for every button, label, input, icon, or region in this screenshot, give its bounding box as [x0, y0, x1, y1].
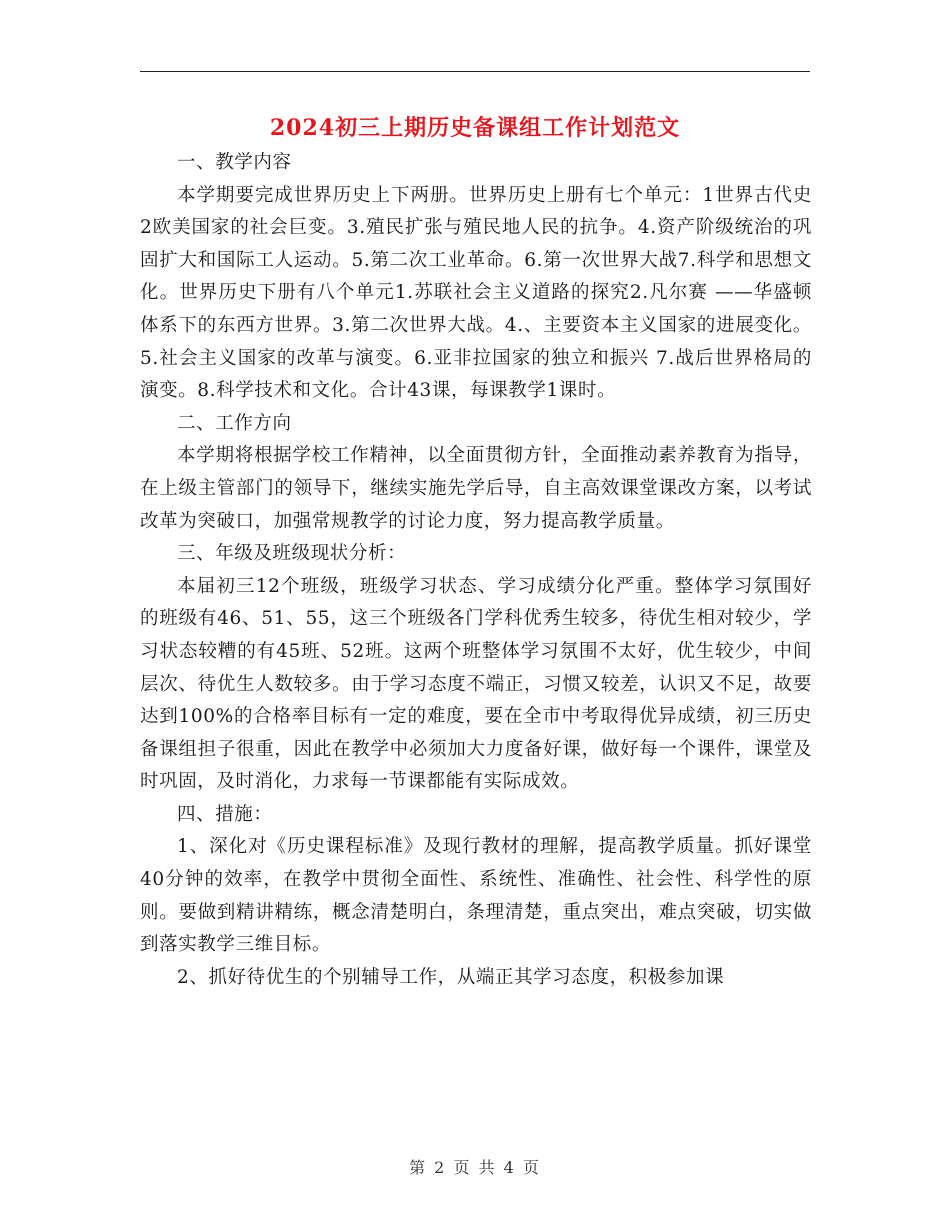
section-heading-work-direction: 二、工作方向: [177, 412, 292, 434]
paragraph-teaching-content: 本学期要完成世界历史上下两册。世界历史上册有七个单元：1世界古代史2欧美国家的社会巨变。3.殖民扩张与殖民地人民的抗争。4.资产阶级统治的巩固扩大和国际工人运动。5.第二次工业革命。6.第一次世界大战7.科学和思想文化。世界历史下册有八个单元1.苏联社会主义道路的探究2.凡尔赛 ——华盛顿体系下的东西方世界。3.第二次世界大战。4.、主要资本主义国家的进展变化。5.社会主义国家的改革与演变。6.亚非拉国家的独立和振兴 7.战后世界格局的演变。8.科学技术和文化。合计43课，每课教学1课时。: [140, 184, 812, 402]
section-heading-teaching-content: 一、教学内容: [177, 152, 292, 173]
paragraph-measure-2: 2、抓好待优生的个别辅导工作，从端正其学习态度，积极参加课: [177, 966, 725, 988]
section-heading-measures: 四、措施：: [177, 803, 273, 825]
header-rule: [140, 71, 810, 72]
document-body: [140, 147, 812, 994]
paragraph-work-direction: 本学期将根据学校工作精神，以全面贯彻方针，全面推动素养教育为指导，在上级主管部门的领导下，继续实施先学后导，自主高效课堂课改方案，以考试改革为突破口，加强常规教学的讨论力度，努力提高教学质量。: [140, 445, 812, 532]
paragraph-measure-1: 1、深化对《历史课程标准》及现行教材的理解，提高教学质量。抓好课堂40分钟的效率，在教学中贯彻全面性、系统性、准确性、社会性、科学性的原则。要做到精讲精练，概念清楚明白，条理清楚，重点突出，难点突破，切实做到落实教学三维目标。: [140, 836, 812, 956]
page-number-footer: 第 2 页 共 4 页: [409, 1158, 541, 1177]
paragraph-class-analysis: 本届初三12个班级，班级学习状态、学习成绩分化严重。整体学习氛围好的班级有46、51、55，这三个班级各门学科优秀生较多，待优生相对较少，学习状态较糟的有45班、52班。这两个班整体学习氛围不太好，优生较少，中间层次、待优生人数较多。由于学习态度不端正，习惯又较差，认识又不足，故要达到100%的合格率目标有一定的难度，要在全市中考取得优异成绩，初三历史备课组担子很重，因此在教学中必须加大力度备好课，做好每一个课件，课堂及时巩固，及时消化，力求每一节课都能有实际成效。: [140, 575, 812, 793]
document-title: 2024初三上期历史备课组工作计划范文: [269, 115, 681, 141]
section-heading-class-analysis: 三、年级及班级现状分析：: [177, 543, 407, 565]
